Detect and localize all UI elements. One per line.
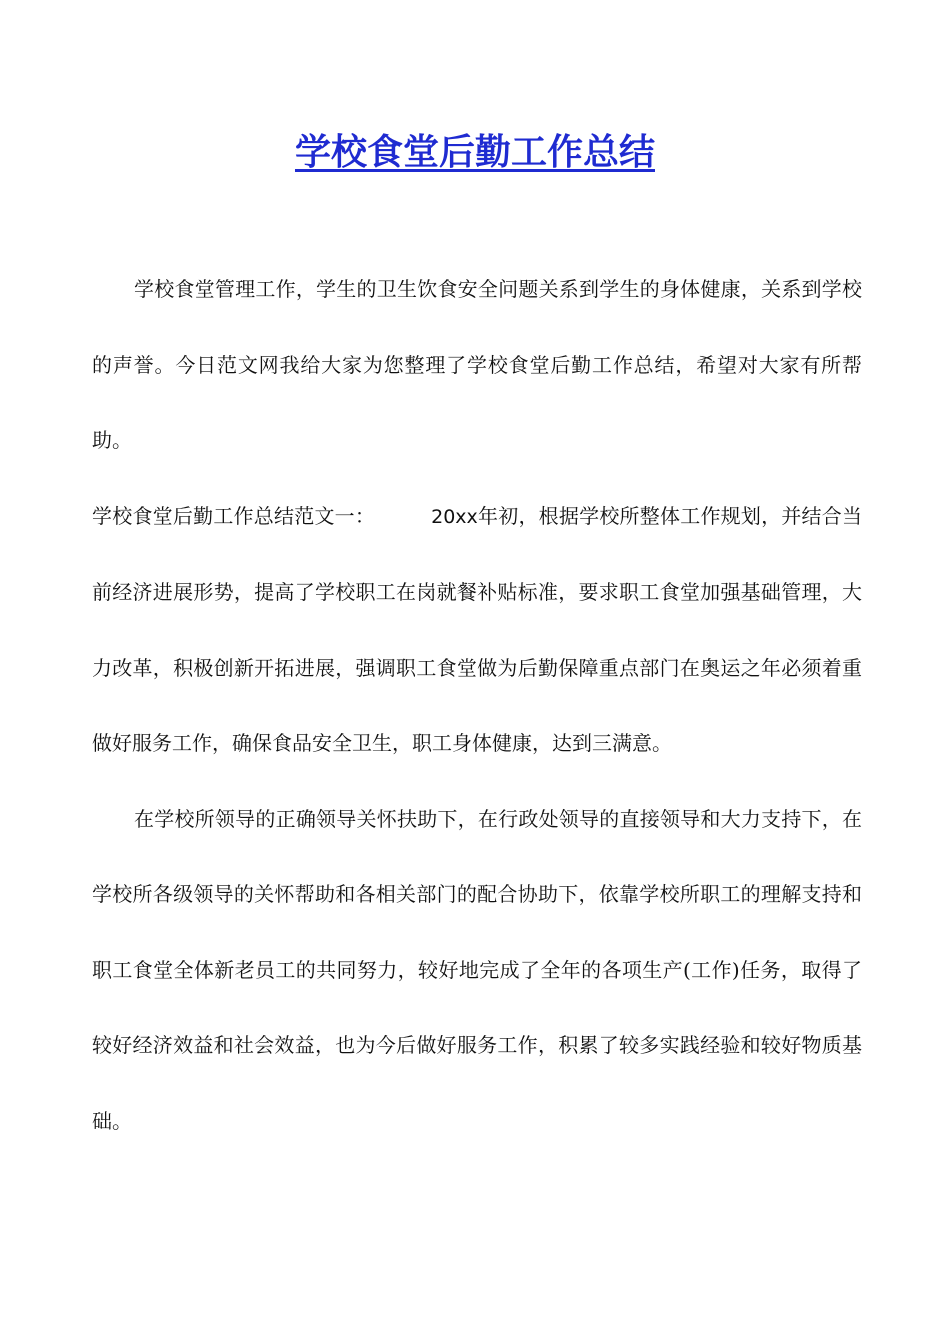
section-year: 20xx xyxy=(431,505,478,528)
body-paragraph: 在学校所领导的正确领导关怀扶助下，在行政处领导的直接领导和大力支持下，在学校所各级领导的关怀帮助和各相关部门的配合协助下，依靠学校所职工的理解支持和职工食堂全体新老员工的共同努力，较好地完成了全年的各项生产(工作)任务，取得了较好经济效益和社会效益，也为今后做好服务工作，积累了较多实践经验和较好物质基础。 xyxy=(92,806,862,1133)
document-body xyxy=(92,252,862,1159)
section-heading: 学校食堂后勤工作总结范文一： xyxy=(92,503,376,528)
intro-paragraph: 学校食堂管理工作，学生的卫生饮食安全问题关系到学生的身体健康，关系到学校的声誉。今日范文网我给大家为您整理了学校食堂后勤工作总结，希望对大家有所帮助。 xyxy=(92,277,862,452)
section-body: 年初，根据学校所整体工作规划，并结合当前经济进展形势，提高了学校职工在岗就餐补贴标准，要求职工食堂加强基础管理，大力改革，积极创新开拓进展，强调职工食堂做为后勤保障重点部门在奥运之年必须着重做好服务工作，确保食品安全卫生，职工身体健康，达到三满意。 xyxy=(92,503,863,755)
section-paragraph xyxy=(92,479,862,782)
document-title: 学校食堂后勤工作总结 xyxy=(294,131,655,173)
